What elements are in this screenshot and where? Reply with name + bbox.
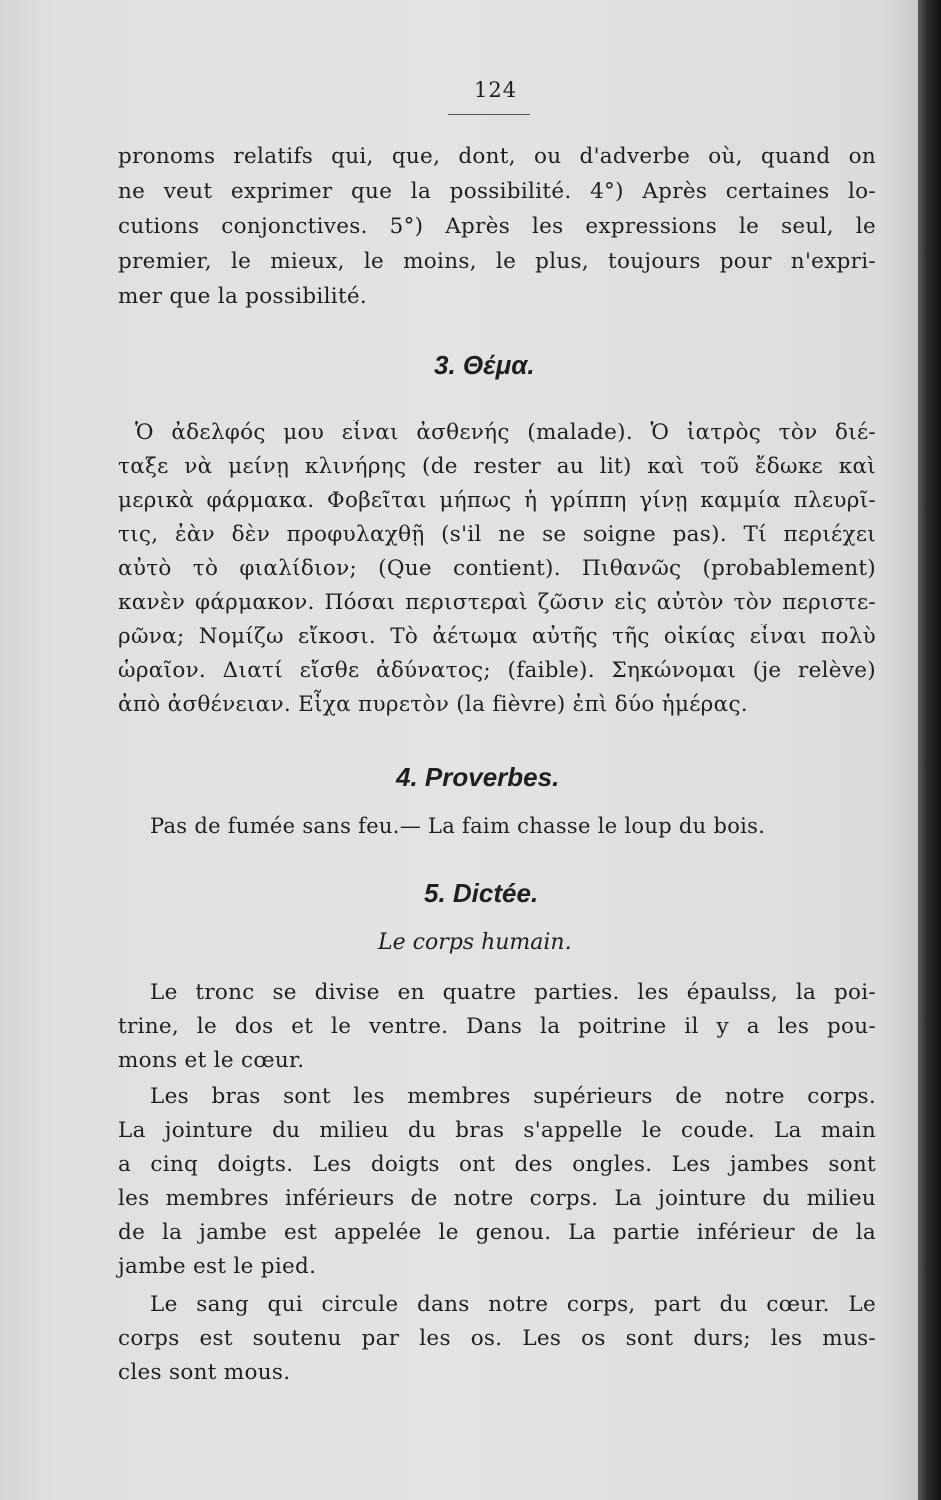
- proverbs-line: Pas de fumée sans feu.— La faim chasse le loup du bois.: [150, 814, 766, 838]
- text-line: trine, le dos et le ventre. Dans la poitrine il y a les pou-: [118, 1014, 876, 1039]
- text-line: corps est soutenu par les os. Les os sont durs; les mus-: [118, 1326, 876, 1351]
- text-line: ρῶνα; Νομίζω εἴκοσι. Τὸ ἀέτωμα αὐτῆς τῆς οἰκίας εἶναι πολὺ: [118, 624, 876, 649]
- text-line: de la jambe est appelée le genou. La partie inférieur de la: [118, 1220, 876, 1245]
- text-line: jambe est le pied.: [118, 1254, 317, 1279]
- text-line: αὐτὸ τὸ φιαλίδιον; (Que contient). Πιθανῶς (probablement): [118, 556, 876, 581]
- text-line: ἀπὸ ἀσθένειαν. Εἶχα πυρετὸν (la fièvre) ἐπὶ δύο ἡμέρας.: [118, 692, 748, 717]
- text-line: Le tronc se divise en quatre parties. les épaulss, la poi-: [150, 980, 876, 1005]
- text-line: Les bras sont les membres supérieurs de notre corps.: [150, 1084, 876, 1109]
- section-heading: 5. Dictée.: [424, 878, 539, 908]
- text-line: μερικὰ φάρμακα. Φοβεῖται μήπως ἡ γρίππη γίνῃ καμμία πλευρῖ-: [118, 488, 876, 513]
- section-heading: 3. Θέμα.: [434, 350, 535, 380]
- section-heading: 4. Proverbes.: [396, 762, 560, 792]
- text-line: mons et le cœur.: [118, 1048, 305, 1073]
- text-line: cutions conjonctives. 5°) Après les expressions le seul, le: [118, 214, 876, 239]
- text-line: τις, ἐὰν δὲν προφυλαχθῇ (s'il ne se soigne pas). Τί περιέχει: [118, 522, 876, 547]
- page-number: 124: [474, 78, 518, 102]
- text-line: Ὁ ἀδελφός μου εἶναι ἀσθενής (malade). Ὁ ἰατρὸς τὸν διέ-: [135, 420, 876, 445]
- text-line: κανὲν φάρμακον. Πόσαι περιστεραὶ ζῶσιν εἰς αὐτὸν τὸν περιστε-: [118, 590, 876, 615]
- text-line: cles sont mous.: [118, 1360, 291, 1385]
- text-line: ταξε νὰ μείνῃ κλινήρης (de rester au lit) καὶ τοῦ ἔδωκε καὶ: [118, 454, 876, 479]
- page-number-rule: [448, 114, 530, 115]
- text-line: ne veut exprimer que la possibilité. 4°) Après certaines lo-: [118, 179, 876, 204]
- text-line: La jointure du milieu du bras s'appelle le coude. La main: [118, 1118, 876, 1143]
- dictee-title: Le corps humain.: [378, 930, 572, 955]
- text-line: a cinq doigts. Les doigts ont des ongles. Les jambes sont: [118, 1152, 876, 1177]
- text-line: pronoms relatifs qui, que, dont, ou d'adverbe où, quand on: [118, 144, 876, 169]
- text-line: les membres inférieurs de notre corps. La jointure du milieu: [118, 1186, 876, 1211]
- text-line: premier, le mieux, le moins, le plus, toujours pour n'expri-: [118, 249, 876, 274]
- page-edge-shadow: [918, 0, 941, 1500]
- text-line: Le sang qui circule dans notre corps, part du cœur. Le: [150, 1292, 876, 1317]
- text-line: ὡραῖον. Διατί εἴσθε ἀδύνατος; (faible). Σηκώνομαι (je relève): [118, 658, 876, 683]
- text-line: mer que la possibilité.: [118, 284, 368, 309]
